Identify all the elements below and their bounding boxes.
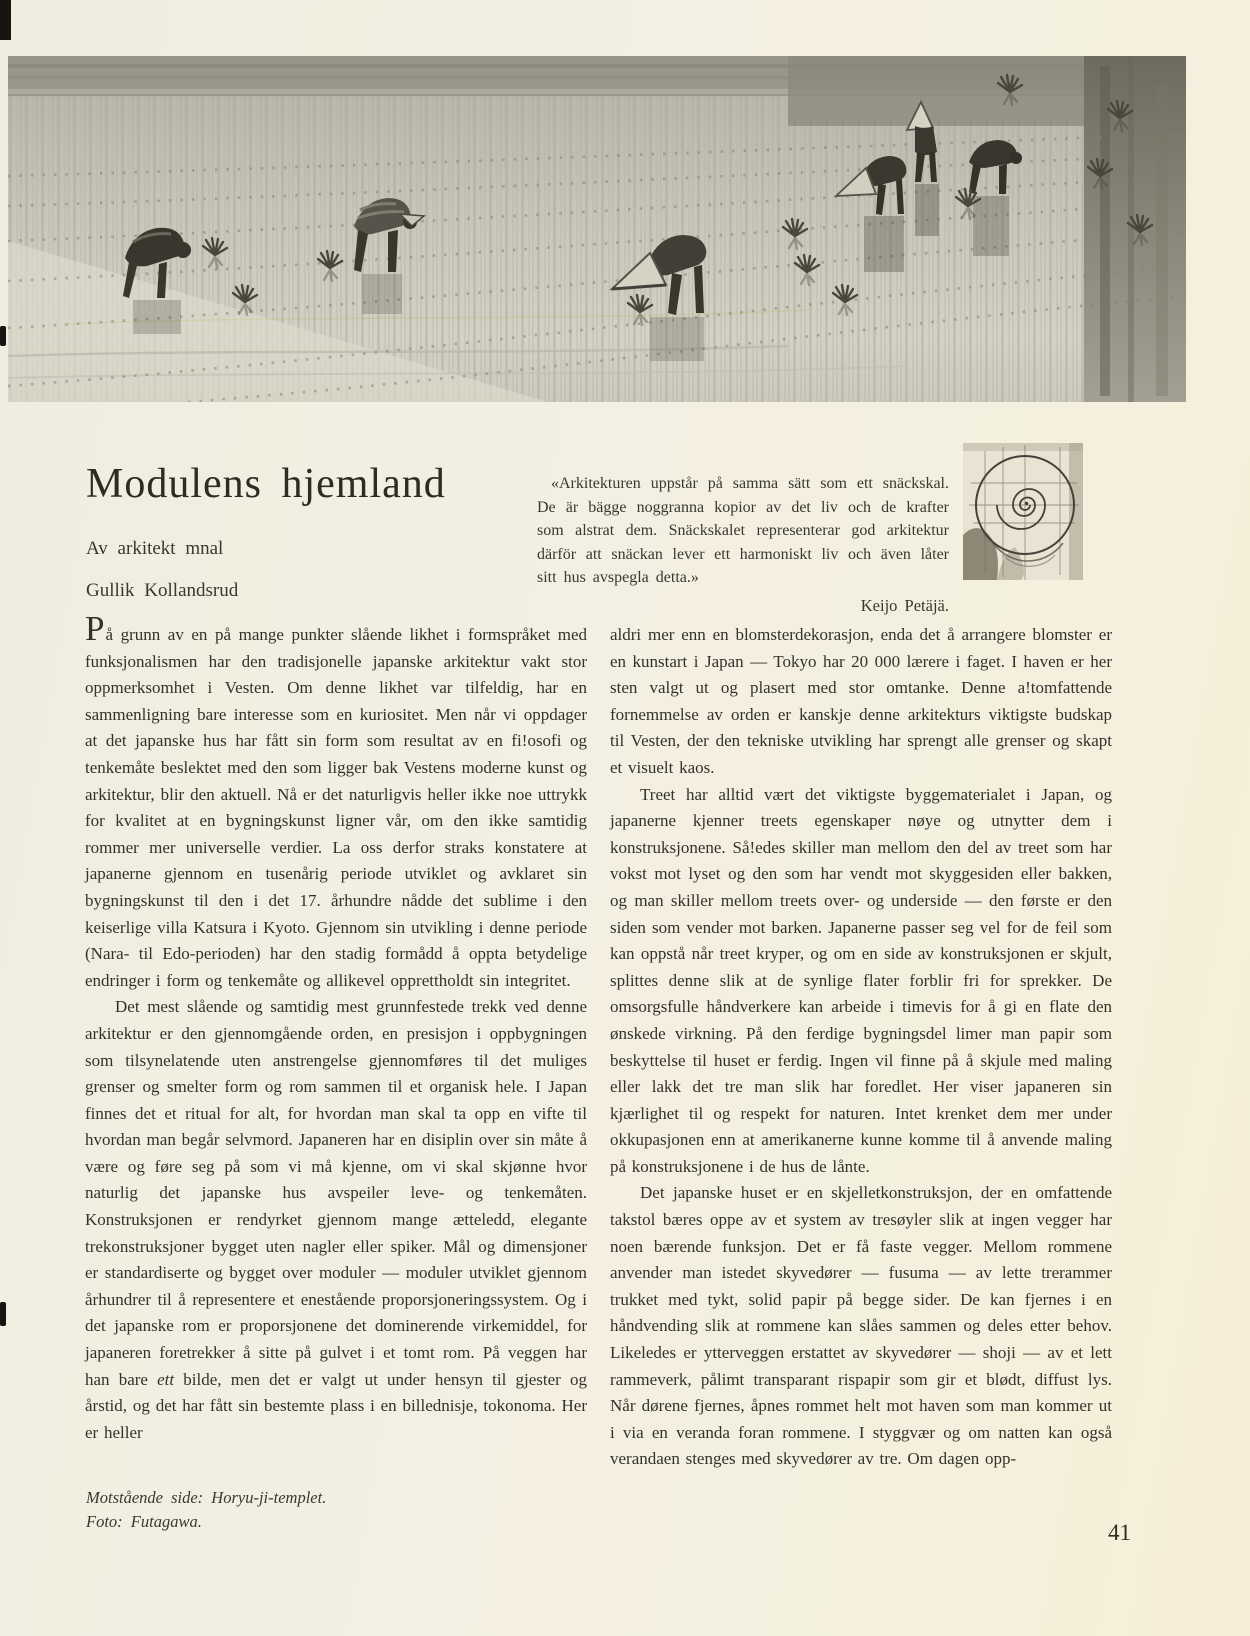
- paragraph: Det mest slående og samtidig mest grunnfestede trekk ved denne arkitektur er den gjennomgående orden, en presisjon i oppbygningen som tilsynelatende uten anstrengelse gjennomføres til det muliges grenser og smelter form og rom sammen til et organisk hele. I Japan finnes det et ritual for alt, for hvordan man skal ta opp en vifte til hvordan man begår selvmord. Japaneren har en disiplin over sin måte å være og føre seg på som vi må kjenne, om vi skal skjønne hvor naturlig det japanske hus avspeiler leve- og tenkemåten. Konstruksjonen er rendyrket gjennom mange ætteledd, elegante trekonstruksjoner bygget uten nagler eller spiker. Mål og dimensjoner er standardiserte og bygget over moduler — moduler utviklet gjennom århundrer til å representere et enestående proporsjoneringssystem. Og i det japanske rom er proporsjonene det dominerende virkemiddel, for japaneren foretrekker å sitte på gulvet i et tomt rom. På veggen har han bare ett bilde, men det er valgt ut under hensyn til gjester og årstid, og det har fått sin bestemte plass i en billednisje, tokonoma. Her er heller: [85, 997, 587, 1442]
- quote-attribution: Keijo Petäjä.: [860, 595, 949, 615]
- quote-text: «Arkitekturen uppstår på samma sätt som ett snäckskal. De är bägge noggranna kopior av det liv och de krafter som alstrat dem. Snäckskalet representerar god arkitektur därför att snäckan lever ett harmoniskt liv och även låter sitt hus avspegla detta.»: [537, 475, 949, 587]
- title-block: [86, 460, 526, 612]
- paragraph: På grunn av en på mange punkter slående likhet i formspråket med funksjonalismen har den tradisjonelle japanske arkitektur vakt stor oppmerksomhet i Vesten. Om denne likhet var tilfeldig, har en sammenligning bare interesse som en kuriositet. Men når vi oppdager at det japanske hus har fått sin form som resultat av en fi!osofi og tenkemåte beslektet med den som ligger bak Vestens moderne kunst og arkitektur, blir den aktuell. Nå er det naturligvis heller ikke noe uttrykk for kvalitet at en bygningskunst ligner vår, om den ikke samtidig rommer mer universelle verdier. La oss derfor straks konstatere at japanerne gjennom en tusenårig periode utviklet og avklaret sin bygningskunst til den i det 17. århundre nådde det sublime i den keiserlige villa Katsura i Kyoto. Gjennom sin utvikling i denne periode (Nara- til Edo-perioden) har den stadig formådd å oppta betydelige endringer i form og tenkemåte og allikevel opprettholdt sin integritet.: [85, 609, 587, 990]
- scan-artifact: [0, 1302, 6, 1326]
- caption-line-1: Motstående side: Horyu-ji-templet.: [86, 1488, 327, 1507]
- nautilus-shell-sketch: [963, 443, 1083, 580]
- scan-artifact: [0, 0, 11, 40]
- raised-initial-cap: P: [85, 609, 106, 648]
- paragraph: aldri mer enn en blomsterdekorasjon, enda det å arrangere blomster er en kunstart i Japan — Tokyo har 20 000 lærere i faget. I haven er her sten valgt ut og plasert med stor omtanke. Denne a!tomfattende fornemmelse av orden er kanskje denne arkitekturs viktigste budskap til Vesten, der den tekniske utvikling har sprengt alle grenser og skapt et visuelt kaos.: [610, 625, 1112, 777]
- scan-artifact: [0, 326, 6, 346]
- article-column-left: [85, 609, 587, 1446]
- page-number: 41: [1108, 1520, 1131, 1545]
- article-column-right: [610, 622, 1112, 1473]
- paragraph: Treet har alltid vært det viktigste byggematerialet i Japan, og japanerne kjenner treets egenskaper nøye og utnytter dem i konstruksjonene. Så!edes skiller man mellom den del av treet som har vokst mot lyset og den som har vendt mot skyggesiden eller bakken, og man skiller mellom treets over- og underside — den første er den siden som vender mot barken. Japanerne passer seg vel for de feil som kan oppstå når treet kryper, og om en side av konstruksjonen er skjult, splittes denne slik at de synlige flater forblir fri for sprekker. De omsorgsfulle håndverkere kan arbeide i timevis for å gi en flate den ønskede virkning. På den ferdige bygningsdel limer man papir som beskyttelse til huset er ferdig. Ingen vil finne på å skjule med maling eller lakk det tre man slik har foredlet. Her viser japaneren sin kjærlighet til og respekt for naturen. Intet krenket dem mer under okkupasjonen enn at amerikanerne kunne komme til å anvende maling på konstruksjonene i de hus de lånte.: [610, 784, 1112, 1176]
- epigraph-quote: [537, 472, 949, 616]
- article-title: Modulens hjemland: [86, 461, 446, 507]
- paragraph: Det japanske huset er en skjelletkonstruksjon, der en omfattende takstol bæres oppe av et system av tresøyler slik at ingen vegger har noen bærende funksjon. Det er få faste vegger. Mellom rommene anvender man istedet skyvedører — fusuma — av lette trerammer trukket med tykt, solid papir på begge sider. De kan fjernes i en håndvending slik at rommene kan slåes sammen og deles etter behov. Likeledes er ytterveggen erstattet av skyvedører — shoji — av et lett rammeverk, pålimt transparant rispapir som gir et blødt, diffust lys. Når dørene fjernes, åpnes rommet helt mot haven som man kommer ut i via en veranda foran rommene. I styggvær og om natten kan også verandaen stenges med skyvedører av tre. Om dagen opp-: [610, 1183, 1112, 1469]
- byline-author: Gullik Kollandsrud: [86, 580, 239, 601]
- photo-caption: [86, 1486, 326, 1534]
- byline-role: Av arkitekt mnal: [86, 538, 224, 559]
- paddy-field-photo: [8, 56, 1186, 402]
- caption-line-2: Foto: Futagawa.: [86, 1512, 202, 1531]
- paddy-field-photo-illustration: [8, 56, 1186, 402]
